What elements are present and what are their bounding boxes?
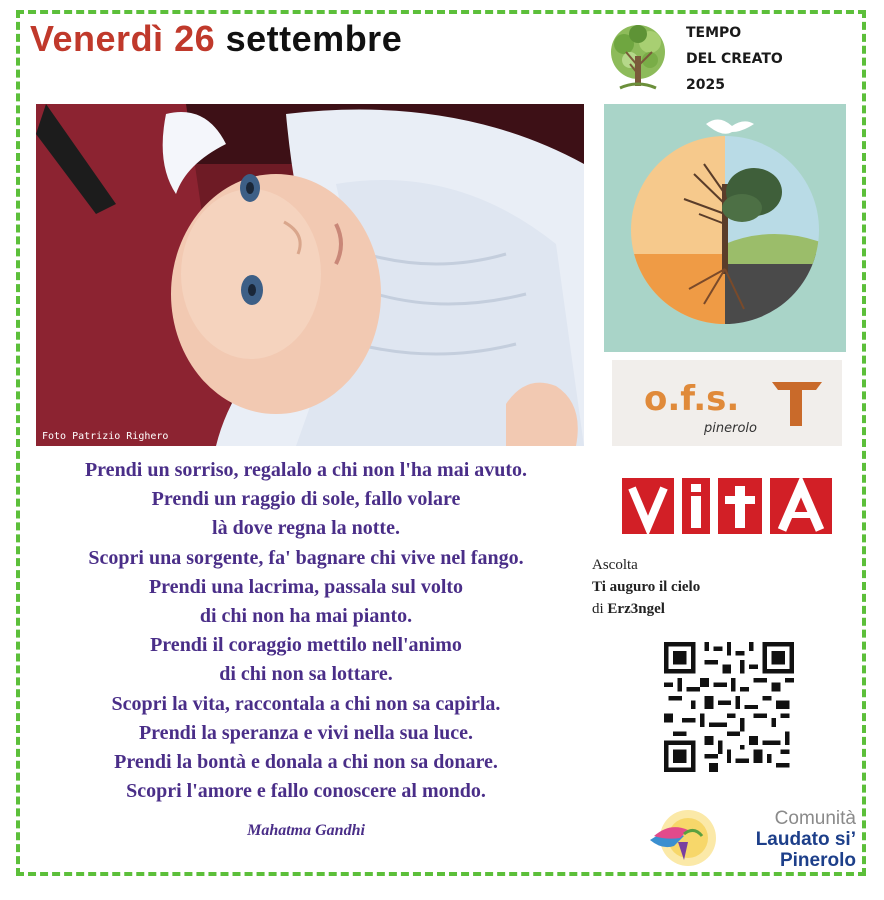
month-name: settembre [225,18,403,59]
community-line: Comunità [774,808,856,829]
qr-code-icon[interactable] [664,642,794,772]
year-line: 2025 [686,77,725,93]
creation-artwork [604,104,846,352]
day-name: Venerdì [30,18,164,59]
community-name [722,808,856,871]
poem-line: di chi non sa lottare. [219,663,393,686]
poem-line: Prendi un sorriso, regalalo a chi non l'ha mai avuto. [84,459,528,481]
tempo-del-creato-text [686,20,783,98]
photo-credit: Foto Patrizio Righero [42,431,169,442]
laudato-si-logo-icon [644,806,724,870]
ofs-logo-text: o.f.s. [644,379,740,419]
ofs-city-text: pinerolo [704,421,757,436]
vita-logo [622,478,834,536]
poem-text [36,456,576,806]
baby-photo-illustration [36,104,584,446]
day-number: 26 [174,18,216,59]
poem-line: Scopri una sorgente, fa' bagnare chi vive nel fango. [88,546,524,569]
ofs-logo-icon [612,360,842,446]
listen-info [592,554,700,620]
listen-prefix: Ascolta [592,557,638,573]
poem-line: Scopri l'amore e fallo conoscere al mondo. [126,780,486,803]
poem-line: Prendi il coraggio mettilo nell'animo [150,634,462,657]
baby-photo [36,104,584,446]
poem-line: Scopri la vita, raccontala a chi non sa capirla. [111,692,501,715]
song-title: Ti auguro il cielo [592,579,701,595]
poem-line: Prendi un raggio di sole, fallo volare [151,488,461,511]
tempo-line: TEMPO [686,25,742,41]
poem-line: di chi non ha mai pianto. [199,605,413,628]
poem-line: là dove regna la notte. [212,517,400,540]
tree-logo-icon [600,22,676,94]
vita-logo-icon [622,478,834,536]
city-line: Pinerolo [779,850,856,871]
poem-line: Prendi la bontà e donala a chi non sa donare. [114,751,498,774]
del-creato-line: DEL CREATO [686,51,783,67]
poem-author: Mahatma Gandhi [247,822,365,839]
poem-line: Prendi la speranza e vivi nella sua luce. [138,721,474,744]
artist-name: Erz3ngel [607,601,665,617]
laudato-si-line: Laudato si’ [755,829,856,850]
poem-line: Prendi una lacrima, passala sul volto [148,575,464,598]
ofs-pinerolo-logo [612,360,842,446]
page-date-title [30,18,402,60]
by-label: di [592,601,604,617]
